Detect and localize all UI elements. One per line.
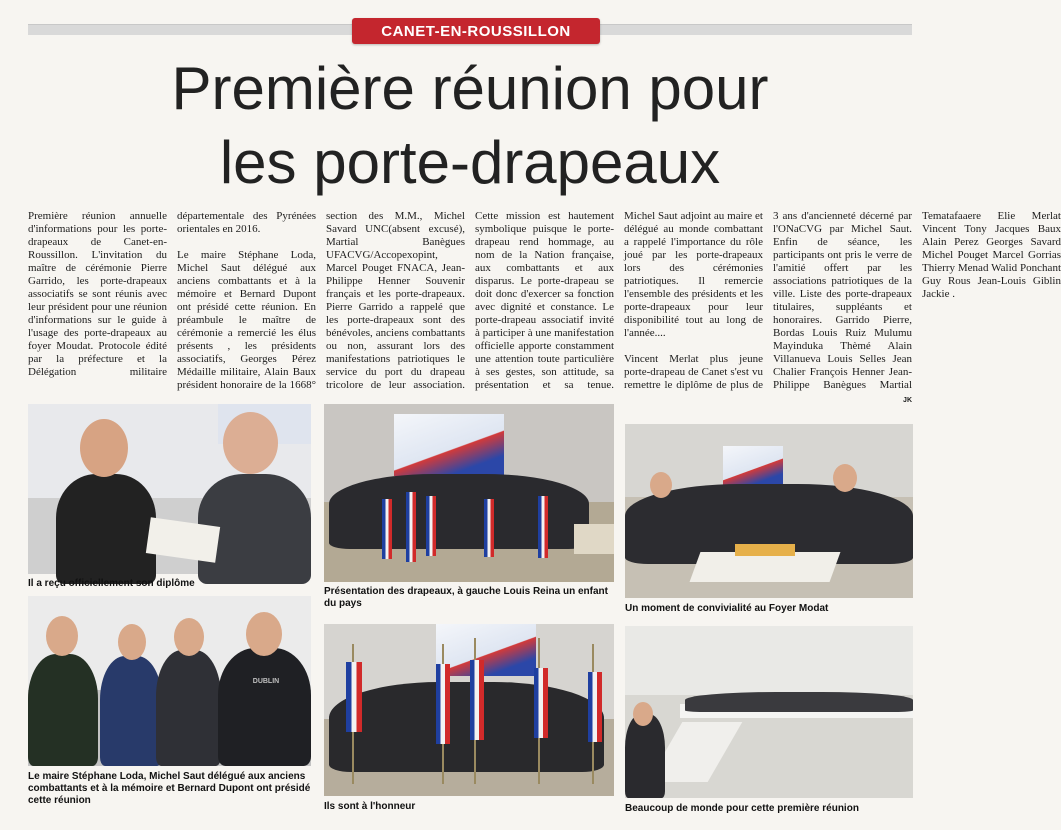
article-paragraph: Le maire Stéphane Loda, Michel Saut délégué aux anciens combattants et à la mémoire et Bernard Dupont ont présidé cette réunion. En préambule le maître de cérémonie a remercié les élus présents , les présidents associatifs, Georges Pérez Médaille militaire, Alain Baux président honoraire de la 1668° section des M.M., Michel Savard UNC(absent excusé), Martial Banègues UFACVG/Accopexopint, Marcel Pouget FNACA, Jean-Philippe Henner Souvenir français et les porte-drapeaux. Pierre Garrido a rappelé que les porte-drapeaux sont des bénévoles, anciens combattants ou non, assurant lors des manifestations patriotiques le service du port du drapeau tricolore de leur association. Cette mission est hautement symbolique puisque le porte-drapeau rend hommage, au nom de la Nation française, aux combattants et aux disparus. Le porte-drapeau se doit donc d'exercer sa fonction avec dignité et constance. Le porte-drapeau associatif invité à participer à une manifestation officielle apporte constamment une attention toute particulière à ses gestes, son attitude, sa présentation et sa tenue. Michel Saut adjoint au maire et délégué au monde combattant a rappelé l'importance du rôle joué par les porte-drapeaux lors des cérémonies patriotiques. Il remercie l'ensemble des présidents et les porte-drapeaux pour leur disponibilité tout au long de l'année....	[177, 210, 763, 391]
caption-photo-1: Il a reçu officiellement son diplôme	[28, 578, 195, 589]
headline-line-1: Première réunion pour	[171, 55, 769, 122]
sweater-print: DUBLIN	[252, 678, 280, 685]
photo-officials	[28, 596, 311, 766]
photo-diploma	[28, 404, 311, 574]
caption-photo-5: Ils sont à l'honneur	[324, 801, 416, 812]
photo-meeting-room	[625, 626, 913, 798]
caption-photo-2: Présentation des drapeaux, à gauche Louis Reina un enfant du pays	[324, 586, 608, 609]
section-tag: CANET-EN-ROUSSILLON	[352, 18, 600, 44]
photo-conviviality	[625, 424, 913, 598]
byline: JK	[903, 397, 912, 404]
caption-photo-4: Le maire Stéphane Loda, Michel Saut délégué aux anciens combattants et à la mémoire et Bernard Dupont ont présidé cette réunion	[28, 771, 311, 806]
caption-photo-6: Beaucoup de monde pour cette première réunion	[625, 803, 859, 814]
headline-line-2: les porte-drapeaux	[219, 129, 721, 196]
photo-honoured	[324, 624, 614, 796]
headline	[28, 52, 912, 200]
article-paragraph: Vincent Merlat plus jeune porte-drapeau de Canet s'est vu remettre le diplôme de plus de 3 ans d'ancienneté décerné par l'ONaCVG par Michel Saut. Enfin de séance, les participants ont pris le verre de l'amitié offert par les associations patriotiques de la ville. Liste des porte-drapeaux titulaires, suppléants et honoraires. Garrido Pierre, Bordas Louis Ruiz Mulumu Mayinduka Thèmé Alain Villanueva Louis Selles Jean Chalier François Henner Jean-Philippe Banègues Martial Tematafaaere Elie Merlat Vincent Tony Jacques Baux Alain Perez Georges Savard Michel Pouget Marcel Gorrias Thierry Menad Walid Ponchant Guy Rous Jean-Louis Giblin Jackie .	[624, 210, 1061, 391]
article-paragraph: Première réunion annuelle d'informations pour les porte-drapeaux de Canet-en-Roussillon. L'invitation du maître de cérémonie Pierre Garrido, les porte-drapeaux associatifs se sont réunis avec leur président pour une réunion d'informations sur le guide à l'usage des porte-drapeaux au foyer Moudat. Protocole édité par la préfecture et la Délégation militaire départementale des Pyrénées orientales en 2016.	[28, 210, 316, 378]
caption-photo-3: Un moment de convivialité au Foyer Modat	[625, 603, 829, 614]
article-body	[28, 210, 1061, 400]
photo-flags-presentation	[324, 404, 614, 582]
